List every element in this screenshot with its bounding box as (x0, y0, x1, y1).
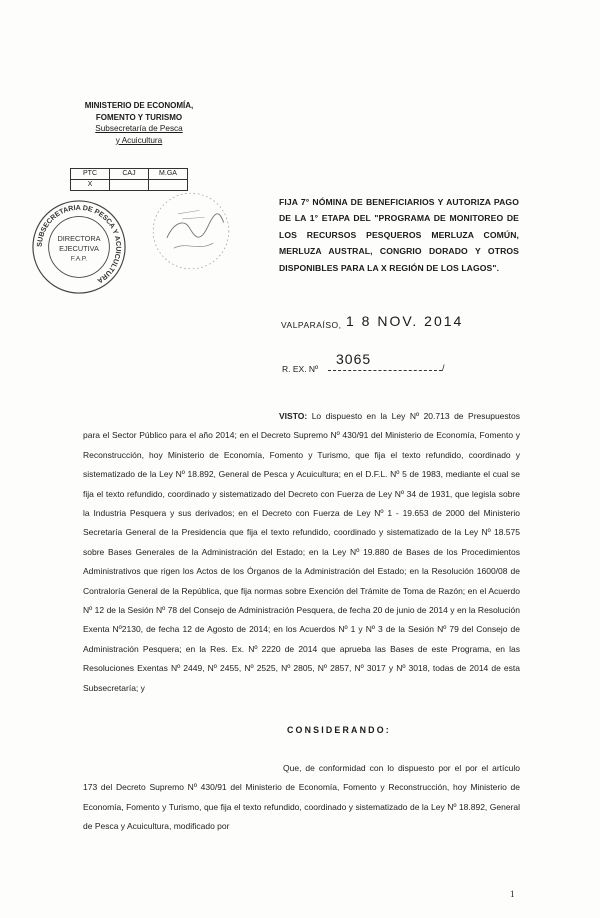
stamped-date: 1 8 NOV. 2014 (346, 313, 464, 329)
seal-center-line-3: F.A.P. (70, 255, 88, 263)
initials-header-ptc: PTC (71, 169, 110, 180)
resolution-number: 3065 (336, 351, 372, 367)
seal-center-line-2: EJECUTIVA (59, 243, 99, 253)
resolution-number-label: R. EX. Nº (282, 364, 319, 374)
ministry-line-1: MINISTERIO DE ECONOMÍA, (84, 101, 194, 110)
considerando-heading: CONSIDERANDO: (287, 725, 391, 735)
place-label: VALPARAÍSO, (281, 320, 342, 330)
subsecretaria-line-2: y Acuicultura (115, 135, 163, 145)
visto-paragraph (83, 407, 520, 698)
ministry-header (64, 100, 214, 146)
page-number: 1 (510, 889, 515, 899)
visto-label: VISTO: (279, 411, 308, 421)
subsecretaria-line-1: Subsecretaría de Pesca (95, 124, 183, 133)
resolution-title: FIJA 7° NÓMINA DE BENEFICIARIOS Y AUTORIZA PAGO DE LA 1° ETAPA DEL "PROGRAMA DE MONITOREO DE LOS RECURSOS PESQUEROS MERLUZA COMÚN, MERLUZA AUSTRAL, CONGRIO DORADO Y OTROS DISPONIBLES PARA LA X REGIÓN DE LOS LAGOS". (279, 197, 519, 273)
initials-header-caj: CAJ (110, 169, 149, 180)
seal-ring-text: SUBSECRETARIA DE PESCA Y ACUICULTURA (36, 204, 122, 285)
ministry-line-2: FOMENTO Y TURISMO (95, 112, 183, 122)
official-seal-stamp (30, 198, 128, 296)
initials-header-mga: M.GA (149, 169, 188, 180)
signature-scribble (148, 188, 234, 274)
initials-mark-caj (110, 180, 149, 191)
considerando-paragraph-1: Que, de conformidad con lo dispuesto por el por el artículo 173 del Decreto Supremo Nº 430/91 del Ministerio de Economía, Fomento y Reconstrucción, hoy Ministerio de Economía, Fomento y Turismo, que fija el texto refundido, coordinado y sistematizado de la Ley Nº 18.892, General de Pesca y Acuicultura, modificado por (83, 763, 520, 832)
resolution-number-line (328, 370, 442, 371)
initials-mark-ptc: X (71, 180, 110, 191)
resolution-number-slash: / (442, 363, 445, 373)
seal-center-line-1: DIRECTORA (57, 234, 101, 244)
visto-text: Lo dispuesto en la Ley Nº 20.713 de Presupuestos para el Sector Público para el año 2014; en el Decreto Supremo Nº 430/91 del Ministerio de Economía, Fomento y Reconstrucción, hoy Ministerio de Economía, Fomento y Turismo, que fija el texto refundido, coordinado y sistematizado de la Ley Nº 18.892, General de Pesca y Acuicultura; en el D.F.L. Nº 5 de 1983, mediante el cual se fija el texto refundido, coordinado y sistematizado del Decreto con Fuerza de Ley Nº 34 de 1931, que legisla sobre la Industria Pesquera y sus derivados; en el Decreto con Fuerza de Ley Nº 1 - 19.653 de 2000 del Ministerio Secretaría General de la Presidencia que fija el texto refundido, coordinado y sistematizado de la Ley Nº 18.575 sobre Bases Generales de la Administración del Estado; en la Ley Nº 19.880 de Bases de los Procedimientos Administrativos que rigen los Actos de los Órganos de la Administración del Estado; en la Resolución 1600/08 de Contraloría General de la República, que fija normas sobre Exención del Trámite de Toma de Razón; en el Acuerdo Nº 12 de la Sesión Nº 78 del Consejo de Administración Pesquera, de fecha 20 de junio de 2014 y en la Resolución Exenta Nº2130, de fecha 12 de Agosto de 2014; en los Acuerdos Nº 1 y Nº 3 de la Sesión Nº 79 del Consejo de Administración Pesquera; en la Res. Ex. Nº 2220 de 2014 que aprueba las Bases de este Programa, en las Resoluciones Exentas Nº 2449, Nº 2455, Nº 2525, Nº 2805, Nº 2857, Nº 3017 y Nº 3018, todas de 2014 de esta Subsecretaría; y (83, 411, 520, 693)
